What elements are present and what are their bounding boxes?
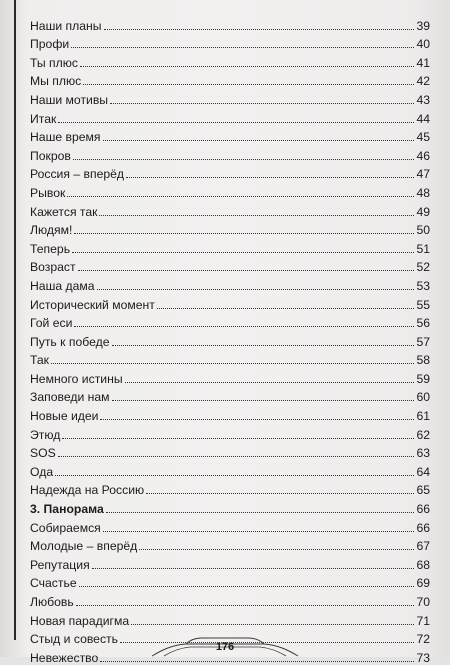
toc-entry-title: Надежда на Россию — [30, 483, 145, 498]
toc-entry — [30, 460, 430, 479]
toc-entry-page: 47 — [416, 167, 430, 182]
dot-leader — [71, 47, 414, 48]
toc-entry-title: Счастье — [30, 576, 77, 591]
toc-entry-title: Наша дама — [30, 278, 95, 293]
toc-entry-page: 46 — [416, 148, 430, 163]
toc-entry — [30, 349, 430, 368]
toc-entry — [30, 70, 430, 89]
toc-entry — [30, 312, 430, 331]
toc-entry — [30, 404, 430, 423]
dot-leader — [103, 140, 415, 141]
dot-leader — [110, 103, 414, 104]
toc-entry — [30, 423, 430, 442]
toc-entry-title: SOS — [30, 446, 56, 461]
toc-entry — [30, 479, 430, 498]
dot-leader — [74, 233, 414, 234]
dot-leader — [125, 382, 415, 383]
toc-entry-title: Наше время — [30, 130, 101, 145]
toc-entry — [30, 442, 430, 461]
table-of-contents — [30, 14, 430, 665]
toc-entry-title: Любовь — [30, 595, 74, 609]
toc-entry-page: 41 — [416, 55, 430, 70]
dot-leader — [67, 196, 414, 197]
toc-entry-page: 57 — [416, 334, 430, 349]
toc-entry-title: Заповеди нам — [30, 390, 110, 405]
toc-entry-page: 62 — [416, 427, 430, 442]
toc-entry-page: 64 — [416, 464, 430, 479]
toc-entry-page: 55 — [416, 297, 430, 312]
toc-entry — [30, 237, 430, 256]
toc-entry-page: 42 — [416, 74, 430, 89]
toc-entry-title: Кажется так — [30, 204, 98, 219]
toc-entry — [30, 219, 430, 238]
dot-leader — [58, 122, 414, 123]
dot-leader — [100, 661, 414, 662]
toc-section-heading — [30, 497, 430, 516]
toc-entry-title: Стыд и совесть — [30, 632, 118, 647]
toc-entry — [30, 163, 430, 182]
dot-leader — [131, 624, 414, 625]
dot-leader — [126, 177, 414, 178]
toc-entry-title: Мы плюс — [30, 74, 82, 89]
toc-entry-title: Невежество — [30, 650, 99, 665]
toc-entry-page: 73 — [416, 650, 430, 665]
dot-leader — [106, 512, 415, 513]
toc-entry-page: 50 — [416, 223, 430, 238]
toc-entry-page: 48 — [416, 185, 430, 200]
toc-entry-title: Наши мотивы — [30, 92, 109, 107]
toc-entry-title: 3. Панорама — [30, 502, 104, 517]
dot-leader — [157, 308, 415, 309]
toc-entry-page: 68 — [416, 557, 430, 572]
toc-entry — [30, 553, 430, 572]
dot-leader — [55, 475, 414, 476]
dot-leader — [103, 531, 415, 532]
toc-entry-page: 53 — [416, 278, 430, 293]
toc-entry-page: 59 — [416, 371, 430, 386]
toc-entry-title: Теперь — [30, 241, 71, 256]
toc-entry-page: 65 — [416, 483, 430, 498]
toc-entry-page: 58 — [416, 353, 430, 368]
dot-leader — [72, 252, 414, 253]
toc-entry-title: Так — [30, 353, 50, 368]
toc-entry-page: 56 — [416, 316, 430, 331]
toc-entry-page: 61 — [416, 409, 430, 424]
dot-leader — [51, 363, 414, 364]
dot-leader — [62, 438, 414, 439]
dot-leader — [112, 400, 415, 401]
dot-leader — [80, 66, 414, 67]
toc-entry — [30, 51, 430, 70]
toc-entry — [30, 144, 430, 163]
toc-entry-title: Россия – вперёд — [30, 167, 125, 182]
toc-entry-page: 49 — [416, 204, 430, 219]
toc-entry-page: 70 — [416, 595, 430, 609]
dot-leader — [104, 29, 415, 30]
toc-entry-title: Профи — [30, 37, 70, 52]
toc-entry-title: Молодые – вперёд — [30, 539, 138, 554]
toc-entry-title: Ты плюс — [30, 55, 78, 70]
dot-leader — [78, 270, 415, 271]
toc-entry-page: 60 — [416, 390, 430, 405]
toc-entry — [30, 609, 430, 628]
toc-entry-title: Этюд — [30, 427, 61, 442]
dot-leader — [74, 326, 414, 327]
toc-entry — [30, 367, 430, 386]
toc-entry-title: Итак — [30, 111, 57, 126]
toc-entry-page: 72 — [416, 632, 430, 647]
toc-entry-page: 63 — [416, 446, 430, 461]
toc-entry-title: Исторический момент — [30, 297, 155, 312]
dot-leader — [58, 456, 415, 457]
toc-entry-page: 52 — [416, 260, 430, 275]
toc-entry — [30, 33, 430, 52]
toc-entry — [30, 330, 430, 349]
dot-leader — [83, 84, 414, 85]
dot-leader — [99, 215, 414, 216]
toc-entry — [30, 256, 430, 275]
toc-entry-page: 43 — [416, 92, 430, 107]
toc-entry-page: 39 — [416, 18, 430, 33]
toc-entry-title: Гой еси — [30, 316, 73, 331]
toc-entry — [30, 590, 430, 609]
dot-leader — [76, 605, 415, 606]
toc-entry — [30, 14, 430, 33]
dot-leader — [92, 568, 415, 569]
toc-entry-page: 69 — [416, 576, 430, 591]
toc-entry — [30, 107, 430, 126]
toc-entry-page: 45 — [416, 130, 430, 145]
dot-leader — [112, 345, 415, 346]
toc-entry-title: Репутация — [30, 557, 90, 572]
toc-entry — [30, 274, 430, 293]
toc-entry — [30, 88, 430, 107]
dot-leader — [100, 419, 414, 420]
dot-leader — [146, 493, 414, 494]
toc-entry-title: Собираемся — [30, 520, 101, 535]
toc-entry — [30, 572, 430, 591]
toc-entry-page: 66 — [416, 520, 430, 535]
dot-leader — [79, 586, 415, 587]
toc-entry-title: Людям! — [30, 223, 73, 238]
toc-entry-title: Новая парадигма — [30, 613, 130, 628]
toc-entry-title: Немного истины — [30, 371, 123, 386]
toc-entry-title: Путь к победе — [30, 334, 110, 349]
toc-entry — [30, 516, 430, 535]
toc-entry-page: 67 — [416, 539, 430, 554]
toc-entry-title: Новые идеи — [30, 409, 99, 424]
toc-entry — [30, 181, 430, 200]
toc-entry-page: 51 — [416, 241, 430, 256]
margin-rule — [14, 0, 16, 640]
toc-entry-page: 40 — [416, 37, 430, 52]
toc-entry — [30, 386, 430, 405]
page-footer — [0, 636, 450, 657]
toc-entry — [30, 200, 430, 219]
toc-entry-title: Наши планы — [30, 18, 102, 33]
toc-entry — [30, 535, 430, 554]
toc-entry — [30, 293, 430, 312]
toc-entry-title: Возраст — [30, 260, 76, 275]
toc-entry-page: 71 — [416, 613, 430, 628]
dot-leader — [97, 289, 415, 290]
toc-entry-title: Ода — [30, 464, 54, 479]
toc-entry-page: 44 — [416, 111, 430, 126]
dot-leader — [139, 549, 414, 550]
toc-entry-page: 66 — [416, 502, 430, 517]
toc-entry-title: Рывок — [30, 185, 66, 200]
toc-entry-title: Покров — [30, 148, 71, 163]
toc-entry — [30, 126, 430, 145]
dot-leader — [73, 159, 415, 160]
page-number: 176 — [215, 641, 235, 653]
